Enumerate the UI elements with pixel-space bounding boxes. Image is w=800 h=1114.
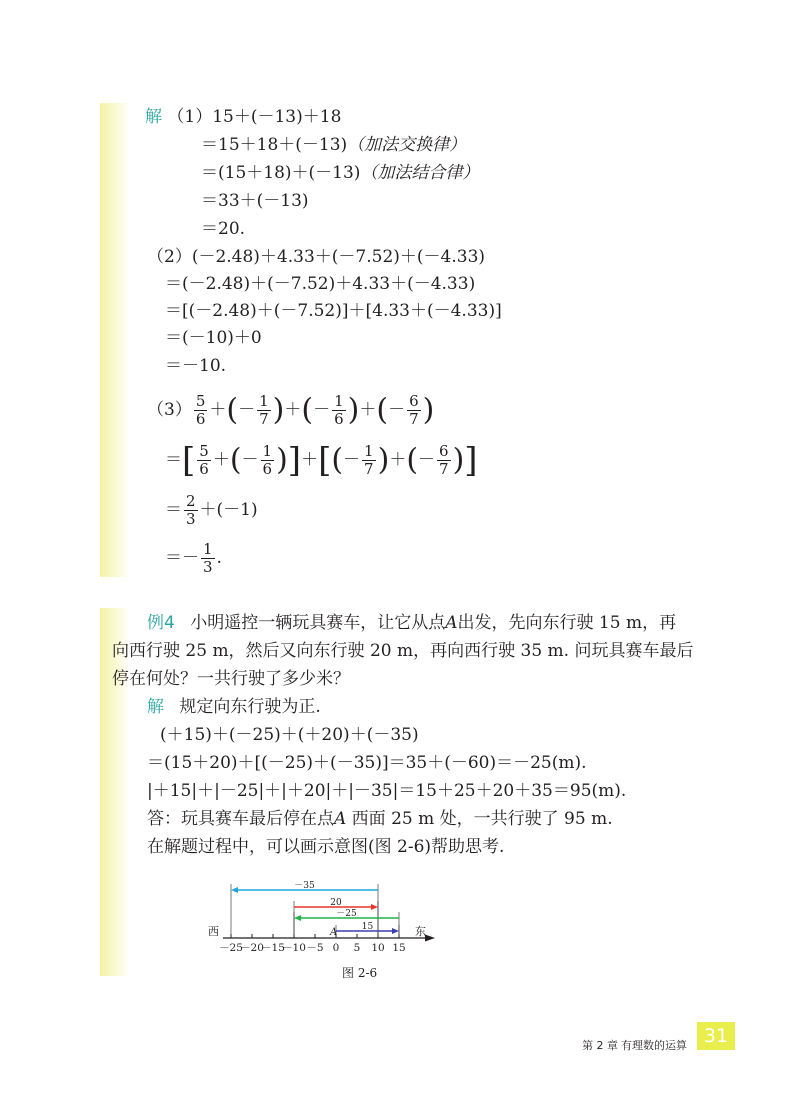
answer-text: 西面 25 m 处，一共行驶了 95 m. bbox=[346, 809, 613, 829]
margin-band-bottom bbox=[100, 608, 130, 976]
tick-label: －5 bbox=[306, 942, 324, 954]
tick-label: －15 bbox=[261, 942, 285, 954]
fraction-1-6: $\frac{1}{6}$ bbox=[262, 442, 273, 478]
move-label: －35 bbox=[294, 881, 315, 891]
problem-text: 小明遥控一辆玩具赛车，让它从点 bbox=[190, 613, 446, 633]
example-4-solution-line-4: |＋15|＋|－25|＋|＋20|＋|－35|＝15＋25＋20＋35＝95(m). bbox=[147, 781, 627, 801]
margin-band-top bbox=[100, 103, 130, 577]
point-a-label: A bbox=[330, 927, 338, 938]
move-label: 15 bbox=[361, 922, 374, 932]
solution-1-line-5: ＝20. bbox=[201, 219, 246, 239]
move-arrowhead bbox=[294, 915, 301, 921]
fraction-6-7: $\frac{6}{7}$ bbox=[409, 392, 419, 428]
law-note: （加法结合律） bbox=[360, 163, 480, 183]
move-label: －25 bbox=[336, 909, 357, 919]
west-label: 西 bbox=[208, 925, 219, 938]
move-arrowhead bbox=[371, 904, 378, 910]
fraction-6-7: $\frac{6}{7}$ bbox=[439, 442, 449, 478]
page-number: 31 bbox=[697, 1022, 735, 1050]
part-label: （3） bbox=[147, 400, 192, 420]
tick-label: 15 bbox=[392, 942, 406, 954]
point-label: A bbox=[334, 809, 347, 829]
tick-label: 0 bbox=[332, 942, 340, 954]
solution-3-line-1: （3） $\frac{5}{6}$ ＋(－ $\frac{1}{7}$ )＋(－ $\frac{1}{6}$ )＋(－ $\frac{6}{7}$ ) bbox=[147, 392, 435, 428]
solution-1-line-4: ＝33＋(－13) bbox=[201, 191, 309, 211]
fraction-1-6: $\frac{1}{6}$ bbox=[334, 392, 344, 428]
example-4-line-3: 停在何处？一共行驶了多少米？ bbox=[112, 669, 350, 689]
fraction-5-6: $\frac{5}{6}$ bbox=[199, 442, 209, 478]
example-keyword: 例4 bbox=[147, 613, 175, 633]
problem-text: 出发，先向东行驶 15 m，再 bbox=[457, 613, 677, 633]
east-label: 东 bbox=[415, 925, 426, 938]
solution-3-line-3: ＝ $\frac{2}{3}$ ＋(－1) bbox=[165, 492, 258, 528]
move-arrowhead bbox=[392, 928, 399, 934]
axis-arrowhead bbox=[425, 935, 435, 942]
example-4-line-2: 向西行驶 25 m，然后又向东行驶 20 m，再向西行驶 35 m. 问玩具赛车最后 bbox=[112, 641, 694, 661]
fraction-2-3: $\frac{2}{3}$ bbox=[186, 492, 196, 528]
point-label: A bbox=[445, 613, 458, 633]
solution-2-line-5: ＝－10. bbox=[165, 356, 227, 376]
footer-title: 有理数的运算 bbox=[621, 1039, 687, 1052]
solution-2-line-2: ＝(－2.48)＋(－7.52)＋4.33＋(－4.33) bbox=[165, 274, 476, 294]
expr-text: ＝(15＋18)＋(－13) bbox=[201, 163, 361, 183]
solution-1-line-2 bbox=[201, 134, 466, 156]
solution-keyword: 解 bbox=[145, 107, 162, 127]
expr-text: ＝15＋18＋(－13) bbox=[201, 135, 348, 155]
example-4-solution-line-2: (＋15)＋(－25)＋(＋20)＋(－35) bbox=[160, 725, 419, 745]
example-4-hint: 在解题过程中，可以画示意图(图 2-6)帮助思考. bbox=[147, 837, 505, 857]
fraction-1-7: $\frac{1}{7}$ bbox=[364, 442, 374, 478]
figure-caption: 图 2-6 bbox=[342, 966, 378, 980]
tick-label: 10 bbox=[371, 942, 385, 954]
solution-2-line-1: （2）(－2.48)＋4.33＋(－7.52)＋(－4.33) bbox=[147, 247, 486, 267]
tick-label: －20 bbox=[240, 942, 264, 954]
solution-3-line-4: ＝－ $\frac{1}{3}$ . bbox=[165, 540, 222, 576]
solution-1-line-1 bbox=[145, 106, 341, 128]
fraction-1-7: $\frac{1}{7}$ bbox=[259, 392, 269, 428]
move-label: 20 bbox=[330, 898, 342, 908]
example-4-solution-line-1 bbox=[147, 696, 321, 718]
number-line-figure bbox=[205, 878, 515, 960]
solution-3-line-2: ＝[ $\frac{5}{6}$ ＋(－ $\frac{1}{6}$ )]＋[(－ $\frac{1}{7}$ )＋(－ $\frac{6}{7}$ )] bbox=[165, 440, 478, 481]
tick-label: －25 bbox=[219, 942, 243, 954]
move-arrowhead bbox=[231, 887, 238, 893]
fraction-5-6: $\frac{5}{6}$ bbox=[195, 392, 206, 428]
solution-keyword: 解 bbox=[147, 697, 164, 717]
solution-text: 规定向东行驶为正. bbox=[179, 697, 321, 717]
example-4-solution-line-3: ＝(15＋20)＋[(－25)＋(－35)]＝35＋(－60)＝－25(m). bbox=[147, 753, 587, 773]
solution-2-line-4: ＝(－10)＋0 bbox=[165, 328, 262, 348]
tick-label: －10 bbox=[282, 942, 306, 954]
law-note: （加法交换律） bbox=[347, 135, 467, 155]
tick-label: 5 bbox=[353, 942, 361, 954]
example-4-line-1 bbox=[147, 612, 676, 634]
expr-text: （1）15＋(－13)＋18 bbox=[167, 107, 342, 127]
footer-chapter: 第 2 章 bbox=[582, 1039, 618, 1052]
solution-2-line-3: ＝[(－2.48)＋(－7.52)]＋[4.33＋(－4.33)] bbox=[165, 301, 502, 321]
answer-text: 答：玩具赛车最后停在点 bbox=[147, 809, 334, 829]
solution-1-line-3 bbox=[201, 162, 479, 184]
example-4-answer bbox=[147, 808, 613, 830]
fraction-1-3: $\frac{1}{3}$ bbox=[203, 540, 213, 576]
